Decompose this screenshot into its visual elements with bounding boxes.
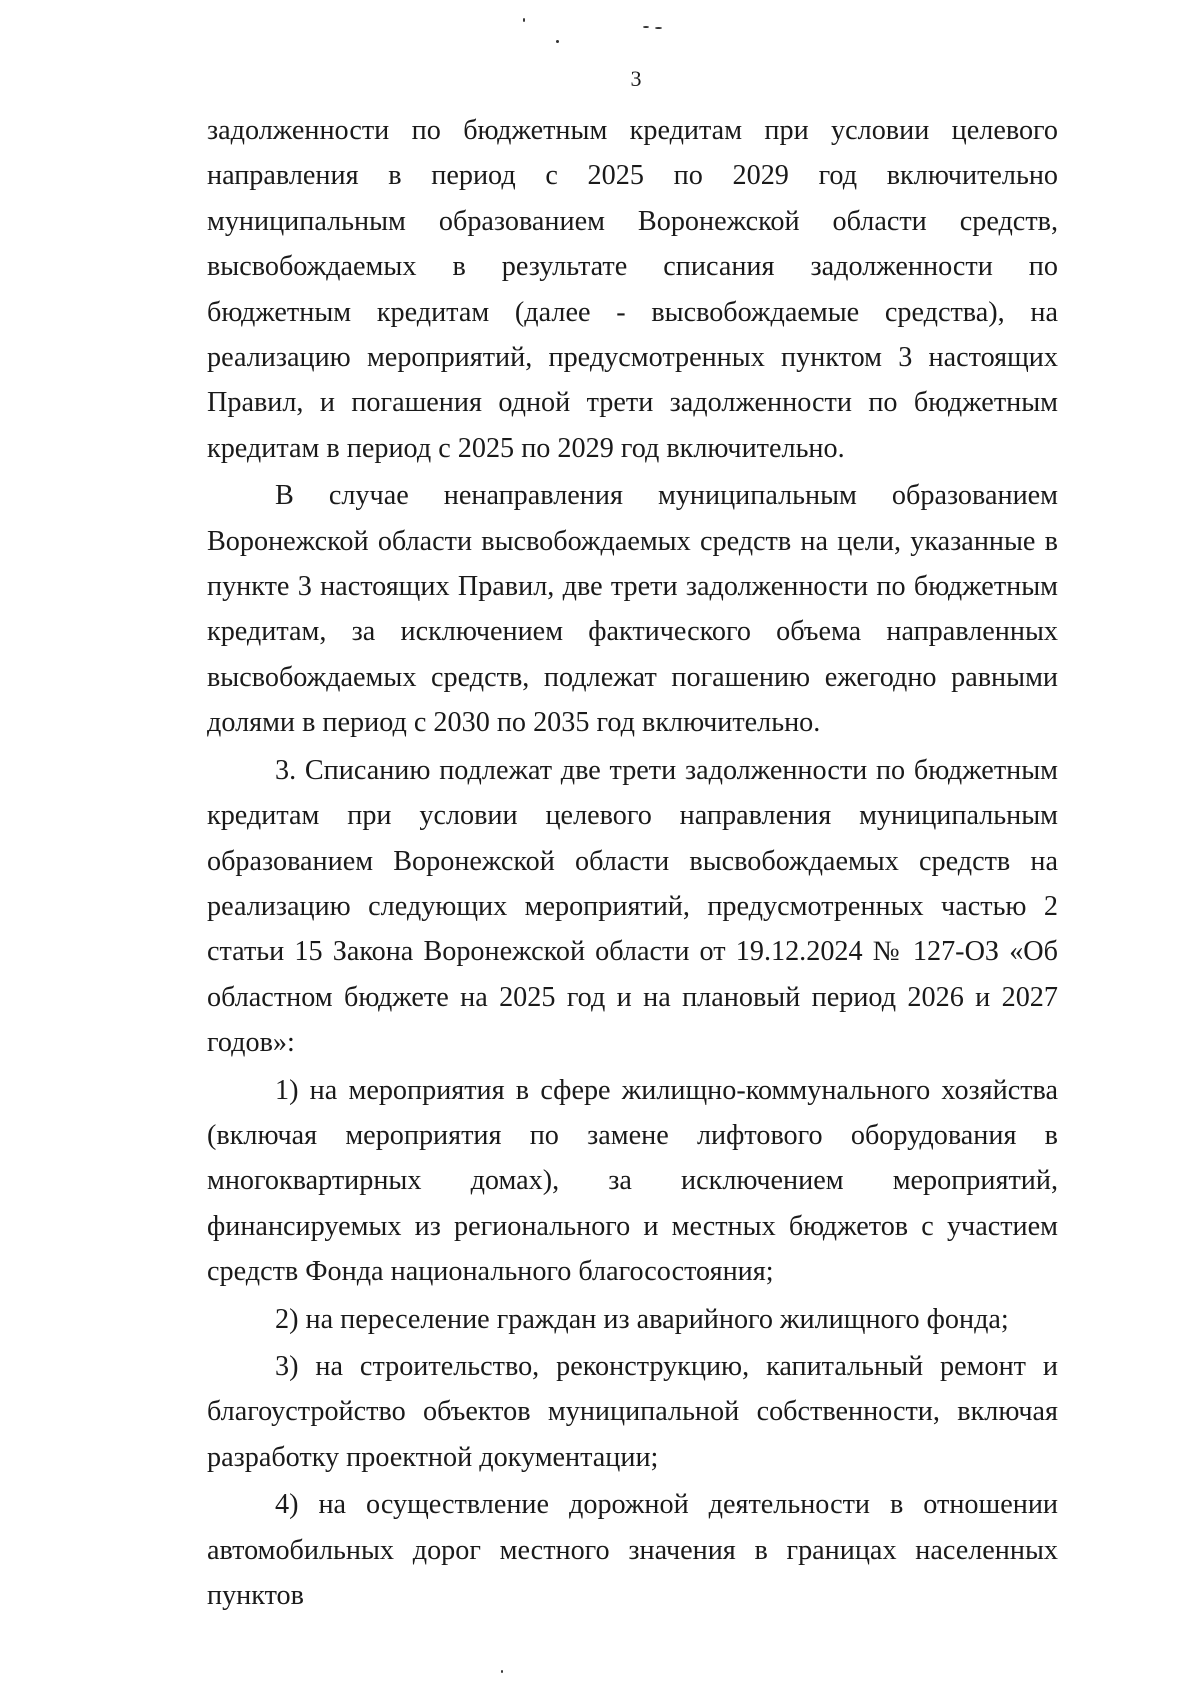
list-item-1: 1) на мероприятия в сфере жилищно-коммунального хозяйства (включая мероприятия по замене лифтового оборудования в многоквартирных домах), за исключением мероприятий, финансируемых из регионального и местных бюджетов с участием средств Фонда национального благосостояния; — [207, 1074, 1058, 1288]
scan-speck-3 — [643, 26, 649, 28]
paragraph-non-direction: В случае ненаправления муниципальным образованием Воронежской области высвобождаемых средств на цели, указанные в пункте 3 настоящих Правил, две трети задолженности по бюджетным кредитам, за исключением фактического объема направленных высвобождаемых средств, подлежат погашению ежегодно равными долями в период с 2030 по 2035 год включительно. — [207, 480, 1058, 739]
scan-speck-2 — [556, 40, 559, 43]
paragraph-clause-3: 3. Списанию подлежат две трети задолженности по бюджетным кредитам при условии целевого направления муниципальным образованием Воронежской области высвобождаемых средств на реализацию следующих мероприятий, предусмотренных частью 2 статьи 15 Закона Воронежской области от 19.12.2024 № 127-ОЗ «Об областном бюджете на 2025 год и на плановый период 2026 и 2027 годов»: — [207, 754, 1058, 1059]
list-item-3: 3) на строительство, реконструкцию, капитальный ремонт и благоустройство объектов муниципальной собственности, включая разработку проектной документации; — [207, 1350, 1058, 1473]
document-body — [207, 108, 1058, 1618]
scan-speck-1 — [523, 18, 525, 22]
scan-speck-5 — [501, 1670, 503, 1673]
scan-speck-4 — [655, 27, 662, 29]
list-item-4: 4) на осуществление дорожной деятельности в отношении автомобильных дорог местного значения в границах населенных пунктов — [207, 1489, 1058, 1611]
paragraph-continuation: задолженности по бюджетным кредитам при условии целевого направления в период с 2025 по 2029 год включительно муниципальным образованием Воронежской области средств, высвобождаемых в результате списания задолженности по бюджетным кредитам (далее - высвобождаемые средства), на реализацию мероприятий, предусмотренных пунктом 3 настоящих Правил, и погашения одной трети задолженности по бюджетным кредитам в период с 2025 по 2029 год включительно. — [207, 115, 1058, 464]
list-item-2: 2) на переселение граждан из аварийного жилищного фонда; — [275, 1303, 1009, 1335]
page-number: 3 — [630, 66, 642, 91]
